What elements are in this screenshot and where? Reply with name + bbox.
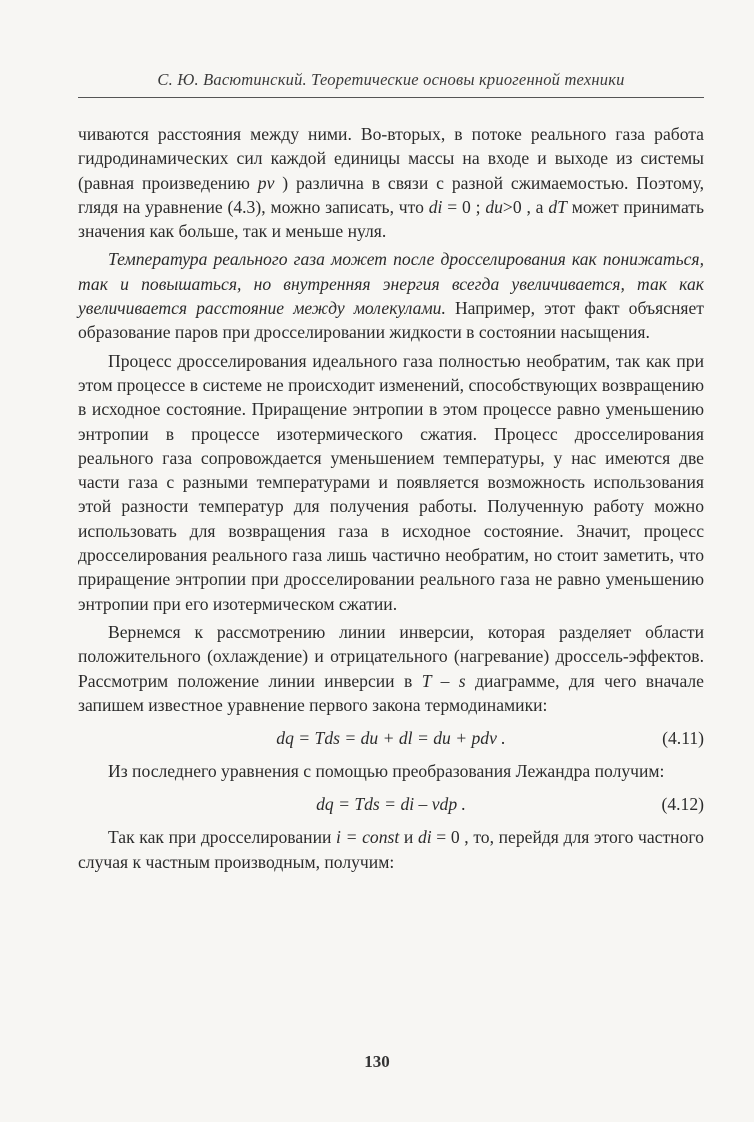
math-pv: pv [257, 172, 275, 193]
equation-4-11 [78, 717, 704, 759]
paragraph-2: Температура реального газа может после дросселирования как понижаться, так и повышаться, но внутренняя энергия всегда увеличивается, так как увеличивается расстояние между молекулами. Например, этот факт объясняет образование паров при дросселировании жидкости в состоянии насыщения. [78, 249, 705, 343]
paragraph-1: чиваются расстояния между ними. Во-вторых, в потоке реального газа работа гидродинамических сил каждой единицы массы на входе и выходе из системы (равная произведению pv ) различна в связи с разной сжимаемостью. Поэтому, глядя на уравнение (4.3), можно записать, что di = 0 ; du>0 , а dT может принимать значения как больше, так и меньше нуля. [78, 124, 705, 242]
italic-statement: Температура реального газа может после дросселирования как понижаться, так и повышаться, но внутренняя энергия всегда увеличивается, так как увеличивается расстояние между молекулами. [78, 249, 704, 319]
equation-expression: dq = Tds = du + dl = du + pdv . [276, 728, 506, 749]
math-i-const: i = const [336, 827, 400, 848]
paragraph-6: Так как при дросселировании i = const и di = 0 , то, перейдя для этого частного случая к частным производным, получим: [78, 827, 704, 872]
page-number: 130 [364, 1052, 390, 1071]
math-du: du [485, 196, 503, 217]
math-di: di [428, 196, 443, 217]
equation-number: (4.11) [662, 728, 704, 749]
paragraph-5: Из последнего уравнения с помощью преобразования Лежандра получим: [108, 761, 665, 782]
header-rule [78, 97, 704, 98]
math-di: di [417, 827, 432, 848]
math-T-s: T – s [421, 670, 466, 691]
paragraph-3: Процесс дросселирования идеального газа полностью необратим, так как при этом процессе в системе не происходит изменений, способствующих возвращению в исходное состояние. Приращение энтропии в этом процессе равно уменьшению энтропии в процессе изотермического сжатия. Процесс дросселирования реального газа сопровождается уменьшением температуры, у нас имеются две части газа с разными температурами и появляется возможность использования этой разности температур для получения работы. Полученную работу можно использовать для возвращения газа в исходное состояние. Значит, процесс дросселирования реального газа лишь частично необратим, но стоит заметить, что приращение энтропии при дросселировании реального газа не равно уменьшению энтропии при его изотермическом сжатии. [78, 350, 704, 614]
running-head: С. Ю. Васютинский. Теоретические основы криогенной техники [157, 70, 625, 89]
equation-number: (4.12) [661, 794, 704, 815]
page-body [78, 122, 704, 874]
math-dT: dT [548, 196, 567, 217]
equation-4-12 [78, 783, 704, 825]
equation-expression: dq = Tds = di – vdp . [316, 794, 466, 815]
paragraph-4: Вернемся к рассмотрению линии инверсии, которая разделяет области положительного (охлаждение) и отрицательного (нагревание) дроссель-эффектов. Рассмотрим положение линии инверсии в T – s диаграмме, для чего вначале запишем известное уравнение первого закона термодинамики: [78, 621, 704, 715]
